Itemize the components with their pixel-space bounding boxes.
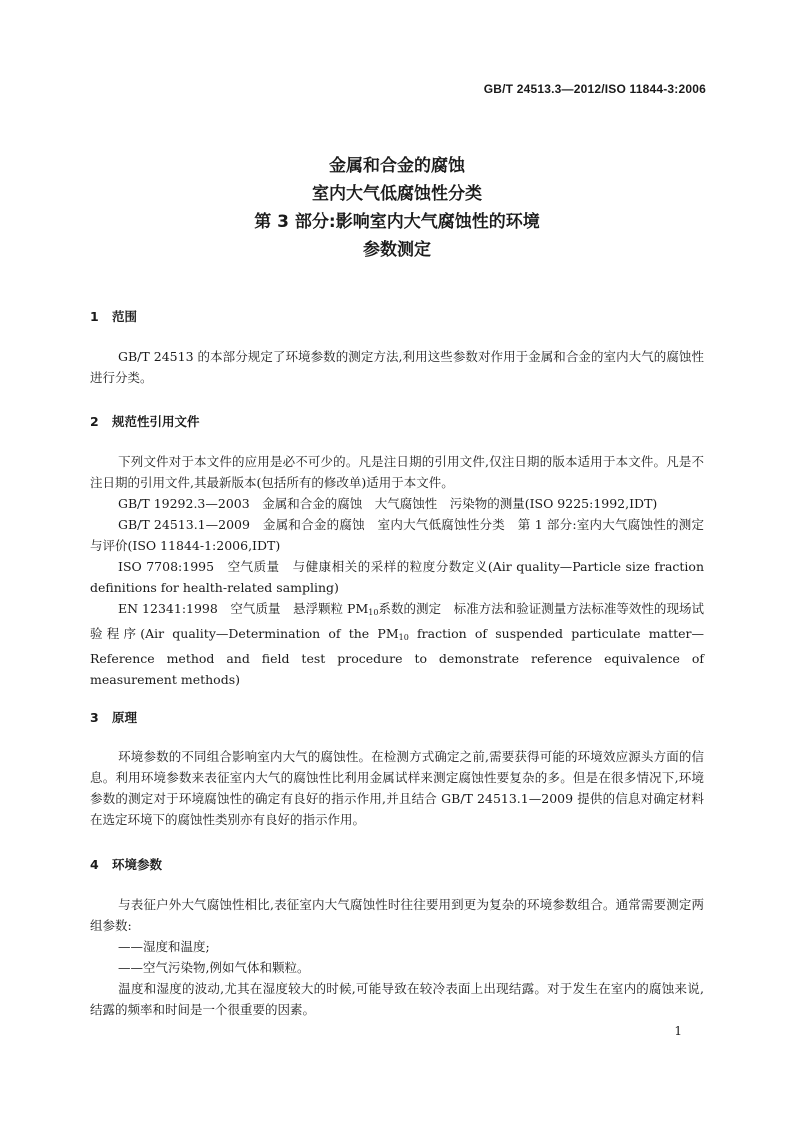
title-line-1: 金属和合金的腐蚀: [329, 156, 465, 176]
section-2-heading: [90, 412, 200, 430]
section-1-paragraph: GB/T 24513 的本部分规定了环境参数的测定方法,利用这些参数对作用于金属和合金的室内大气的腐蚀性进行分类。: [90, 349, 704, 385]
title-line-3: 第 3 部分:影响室内大气腐蚀性的环境: [254, 212, 540, 232]
section-3-paragraph: 环境参数的不同组合影响室内大气的腐蚀性。在检测方式确定之前,需要获得可能的环境效应源头方面的信息。利用环境参数来表征室内大气的腐蚀性比利用金属试样来测定腐蚀性要复杂的多。但是在很多情况下,环境参数的测定对于环境腐蚀性的确定有良好的指示作用,并且结合 GB/T 24513.1—2009 提供的信息对确定材料在选定环境下的腐蚀性类别亦有良好的指示作用。: [90, 749, 704, 827]
section-number: 1: [90, 309, 99, 324]
page-number: 1: [674, 1024, 682, 1038]
section-4-heading: [90, 855, 162, 873]
reference-gb-19292-3: GB/T 19292.3—2003 金属和合金的腐蚀 大气腐蚀性 污染物的测量(ISO 9225:1992,IDT): [118, 496, 658, 511]
list-item-humidity: ——湿度和温度;: [118, 939, 210, 954]
section-number: 3: [90, 710, 99, 725]
title-line-2: 室内大气低腐蚀性分类: [312, 184, 482, 204]
section-title: 原理: [112, 710, 138, 725]
section-2-paragraph: 下列文件对于本文件的应用是必不可少的。凡是注日期的引用文件,仅注日期的版本适用于本文件。凡是不注日期的引用文件,其最新版本(包括所有的修改单)适用于本文件。: [90, 454, 704, 490]
document-title: [0, 152, 794, 264]
section-title: 规范性引用文件: [112, 414, 200, 429]
section-1-heading: [90, 307, 137, 325]
section-4-paragraph-1: 与表征户外大气腐蚀性相比,表征室内大气腐蚀性时往往要用到更为复杂的环境参数组合。通常需要测定两组参数:: [90, 897, 704, 933]
list-item-pollutants: ——空气污染物,例如气体和颗粒。: [118, 960, 310, 975]
section-3-heading: [90, 708, 137, 726]
section-4-paragraph-2: 温度和湿度的波动,尤其在湿度较大的时候,可能导致在较冷表面上出现结露。对于发生在室内的腐蚀来说,结露的频率和时间是一个很重要的因素。: [90, 981, 704, 1017]
reference-iso-7708: ISO 7708:1995 空气质量 与健康相关的采样的粒度分数定义(Air quality—Particle size fraction definitions for health-related sampling): [90, 559, 704, 595]
title-line-4: 参数测定: [363, 240, 431, 260]
section-number: 4: [90, 857, 99, 872]
section-number: 2: [90, 414, 99, 429]
reference-en-12341: EN 12341:1998 空气质量 悬浮颗粒 $PM_{10}$系数的测定 标准方法和验证测量方法标准等效性的现场试验程序(Air quality—Determination of the $PM_{10}$ fraction of suspended particulate matter—Reference method and field test procedure to demonstrate reference equivalence of measurement methods): [90, 601, 704, 687]
section-title: 范围: [112, 309, 138, 324]
document-code: GB/T 24513.3—2012/ISO 11844-3:2006: [483, 82, 706, 96]
reference-gb-24513-1: GB/T 24513.1—2009 金属和合金的腐蚀 室内大气低腐蚀性分类 第 1 部分:室内大气腐蚀性的测定与评价(ISO 11844-1:2006,IDT): [90, 517, 704, 553]
section-title: 环境参数: [112, 857, 163, 872]
